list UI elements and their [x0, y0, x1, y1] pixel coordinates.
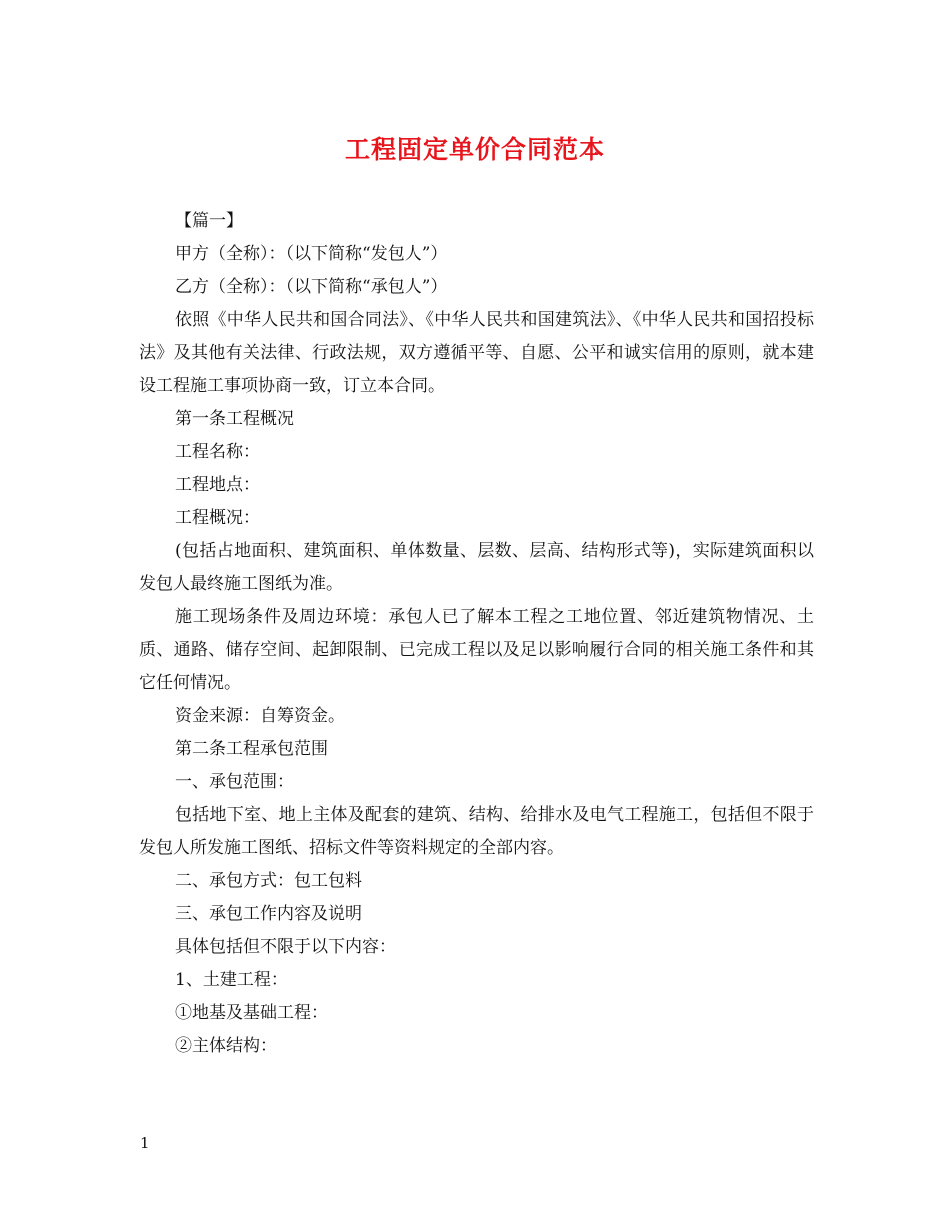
paragraph: 第一条工程概况 [175, 409, 294, 429]
page-number: 1 [140, 1134, 150, 1152]
paragraph: 工程概况： [175, 508, 260, 528]
paragraph: ②主体结构： [175, 1036, 277, 1056]
paragraph: 包括地下室、地上主体及配套的建筑、结构、给排水及电气工程施工，包括但不限于发包人所发施工图纸、招标文件等资料规定的全部内容。 [139, 805, 814, 858]
paragraph: 二、承包方式：包工包料 [175, 871, 362, 891]
paragraph: 乙方（全称）：（以下简称“承包人”） [175, 277, 448, 297]
paragraph: 施工现场条件及周边环境：承包人已了解本工程之工地位置、邻近建筑物情况、土质、通路、储存空间、起卸限制、已完成工程以及足以影响履行合同的相关施工条件和其它任何情况。 [139, 607, 814, 693]
paragraph: 工程地点： [175, 475, 260, 495]
paragraph: 1、土建工程： [175, 970, 288, 990]
paragraph: 第二条工程承包范围 [175, 739, 328, 759]
paragraph: 具体包括但不限于以下内容： [175, 937, 396, 957]
document-title: 工程固定单价合同范本 [344, 135, 605, 164]
document-body [139, 205, 814, 1063]
paragraph: 【篇一】 [175, 211, 243, 231]
paragraph: 资金来源：自筹资金。 [175, 706, 345, 726]
paragraph: 工程名称： [175, 442, 260, 462]
paragraph: 甲方（全称）：（以下简称“发包人”） [175, 244, 448, 264]
paragraph: 依照《中华人民共和国合同法》、《中华人民共和国建筑法》、《中华人民共和国招投标法》及其他有关法律、行政法规，双方遵循平等、自愿、公平和诚实信用的原则，就本建设工程施工事项协商一致，订立本合同。 [139, 310, 814, 396]
paragraph: (包括占地面积、建筑面积、单体数量、层数、层高、结构形式等)，实际建筑面积以发包人最终施工图纸为准。 [139, 541, 814, 594]
paragraph: 三、承包工作内容及说明 [175, 904, 362, 924]
paragraph: 一、承包范围： [175, 772, 294, 792]
paragraph: ①地基及基础工程： [175, 1003, 328, 1023]
